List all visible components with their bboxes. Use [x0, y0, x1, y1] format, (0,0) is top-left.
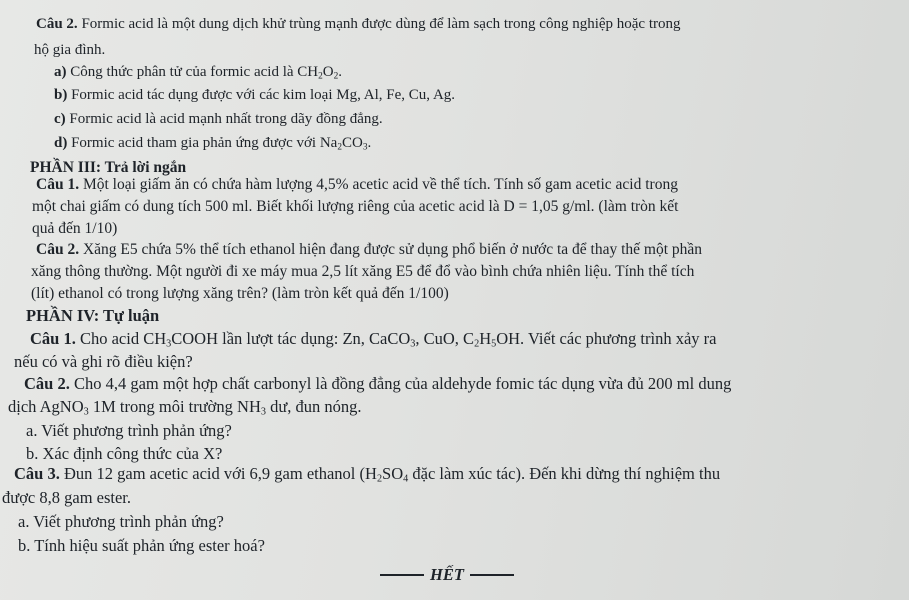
s4-question-3-line-2: được 8,8 gam ester.	[2, 488, 132, 507]
section-3-heading: PHẦN III: Trả lời ngắn	[30, 159, 187, 176]
s4-question-3-part-b: b. Tính hiệu suất phản ứng ester hoá?	[18, 536, 265, 555]
question-2-line-2: hộ gia đình.	[34, 42, 106, 58]
s3-question-2-line-3: (lít) ethanol có trong lượng xăng trên? (làm tròn kết quả đến 1/100)	[31, 285, 449, 302]
end-text: HẾT	[430, 565, 464, 584]
s4-question-1-line-2: nếu có và ghi rõ điều kiện?	[14, 352, 193, 371]
s4-question-2-line-2: dịch AgNO$_3$ 1M trong môi trường $NH_3$ dư, đun nóng.	[8, 397, 362, 418]
divider	[470, 574, 514, 576]
s3-question-1-line-3: quả đến 1/10)	[32, 220, 118, 237]
question-label: Câu 2.	[36, 16, 78, 32]
s4-question-3-part-a: a. Viết phương trình phản ứng?	[18, 512, 224, 531]
question-2-line-1: Câu 2. Formic acid là một dung dịch khử trùng mạnh được dùng để làm sạch trong công nghiệp hoặc trong	[36, 16, 681, 32]
s4-question-1-line-1: Câu 1. Cho acid $CH_3COOH$ lần lượt tác dụng: Zn, CaCO$_3$, CuO, $C_2H_5OH$. Viết các phương trình xảy ra	[30, 329, 717, 350]
statement-a: a) Công thức phân tử của formic acid là $CH_2O_2$.	[54, 64, 343, 82]
statement-c: c) Formic acid là acid mạnh nhất trong dãy đồng đẳng.	[54, 111, 383, 127]
s3-question-2-line-2: xăng thông thường. Một người đi xe máy mua 2,5 lít xăng E5 để đổ vào bình chứa nhiên liệu. Tính thể tích	[31, 263, 695, 280]
s3-question-2-line-1: Câu 2. Xăng E5 chứa 5% thể tích ethanol hiện đang được sử dụng phổ biến ở nước ta để thay thế một phần	[36, 241, 703, 258]
s4-question-2-part-b: b. Xác định công thức của X?	[26, 444, 223, 463]
section-4-heading: PHẦN IV: Tự luận	[26, 306, 160, 325]
divider	[380, 574, 424, 576]
statement-d: d) Formic acid tham gia phản ứng được với $Na_2CO_3$.	[54, 135, 372, 153]
s4-question-2-part-a: a. Viết phương trình phản ứng?	[26, 421, 232, 440]
statement-b: b) Formic acid tác dụng được với các kim loại Mg, Al, Fe, Cu, Ag.	[54, 87, 456, 103]
s3-question-1-line-2: một chai giấm có dung tích 500 ml. Biết khối lượng riêng của acetic acid là D = 1,05 g/ml. (làm tròn kết	[32, 198, 679, 215]
s4-question-2-line-1: Câu 2. Cho 4,4 gam một hợp chất carbonyl là đồng đẳng của aldehyde fomic tác dụng vừa đủ 200 ml dung	[24, 374, 732, 393]
end-marker	[380, 565, 514, 585]
s4-question-3-line-1: Câu 3. Đun 12 gam acetic acid với 6,9 gam ethanol ($H_2SO_4$ đặc làm xúc tác). Đến khi dừng thí nghiệm thu	[14, 464, 721, 485]
s3-question-1-line-1: Câu 1. Một loại giấm ăn có chứa hàm lượng 4,5% acetic acid về thể tích. Tính số gam acetic acid trong	[36, 176, 678, 193]
